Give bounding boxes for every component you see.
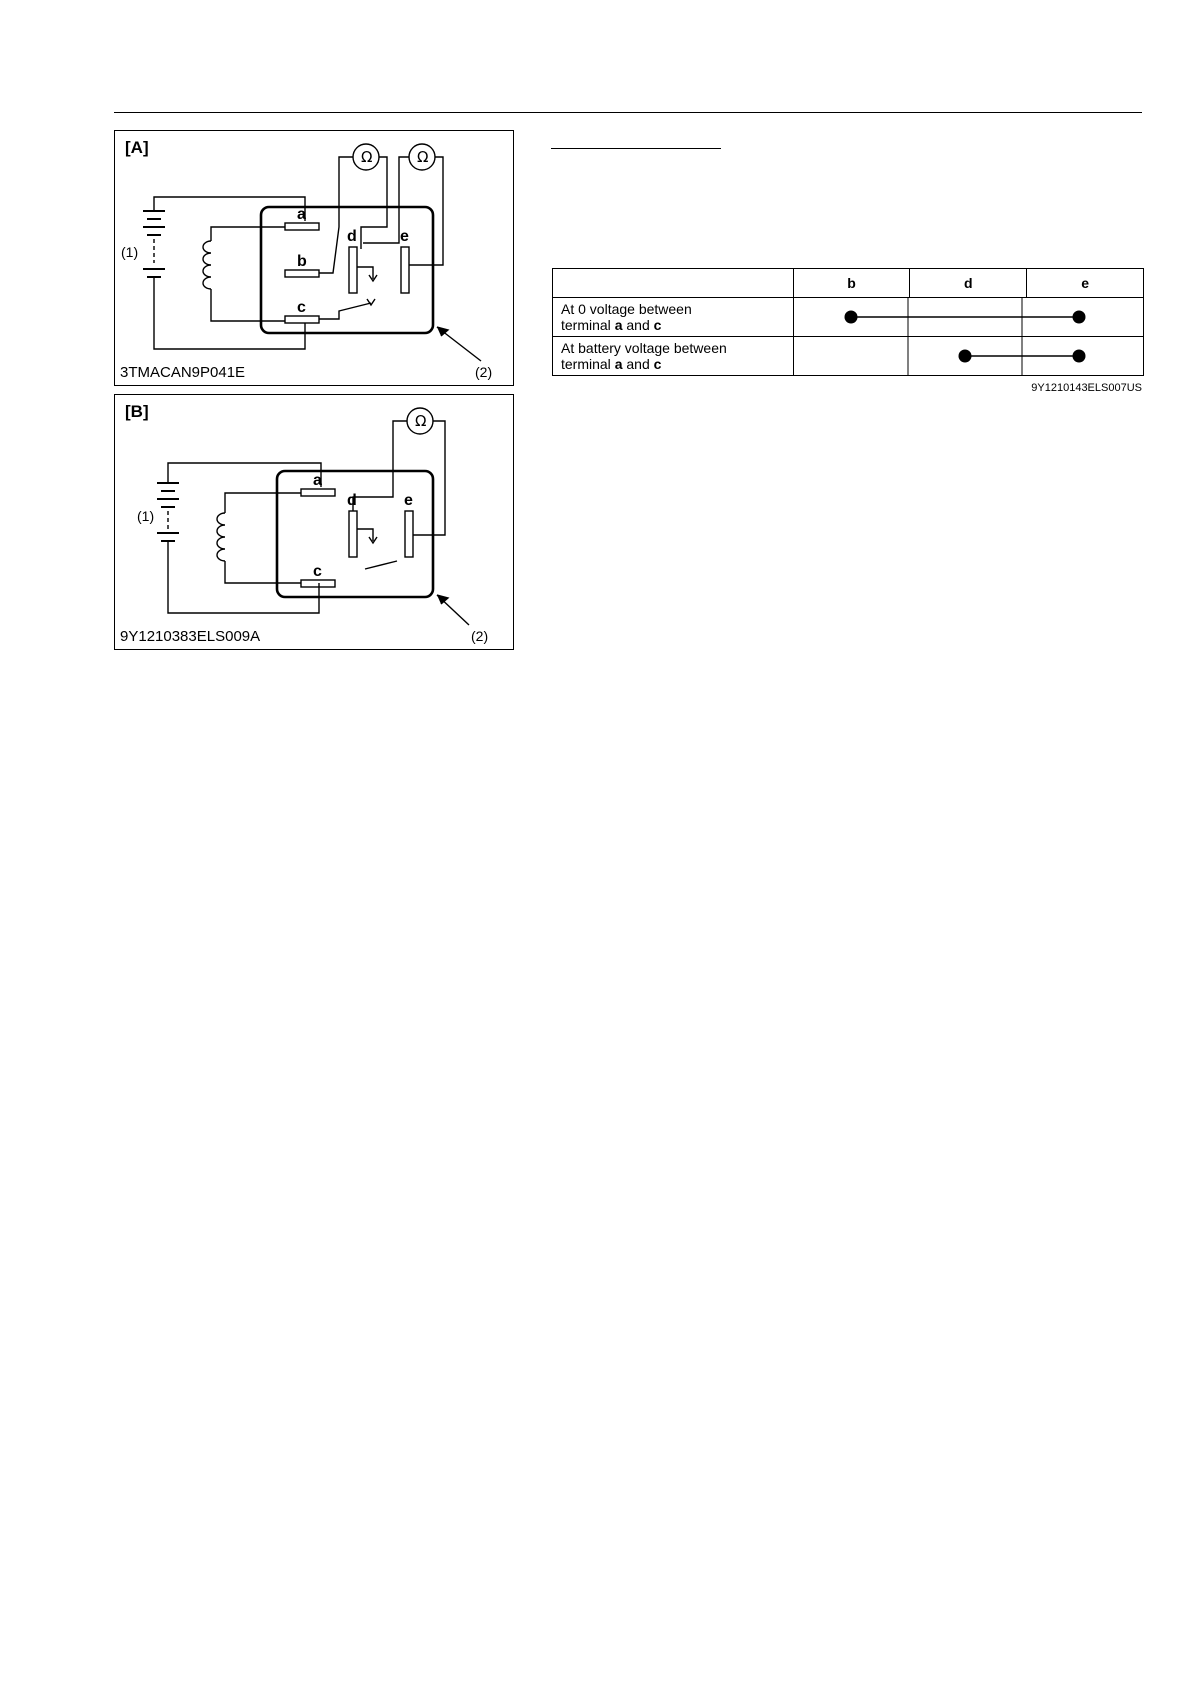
contact-dot-b <box>844 311 857 324</box>
battery-callout: (1) <box>137 508 155 524</box>
condition-cell <box>553 337 794 376</box>
header-d: d <box>910 269 1027 298</box>
condition-line2-prefix: terminal <box>561 317 615 333</box>
figure-b-code: 9Y1210383ELS009A <box>120 628 261 645</box>
terminal-term: a <box>614 317 623 333</box>
header-rule <box>114 112 1142 113</box>
table-header-row <box>553 269 1144 298</box>
condition-and: and <box>622 356 654 372</box>
terminal-term: c <box>653 317 662 333</box>
figure-a-label: [A] <box>125 138 149 157</box>
battery-callout: (1) <box>121 244 139 260</box>
header-b: b <box>793 269 910 298</box>
continuity-table <box>552 268 1144 376</box>
terminal-e-label: e <box>404 492 413 509</box>
contact-dot-e <box>1072 311 1085 324</box>
terminal-a-label: a <box>313 472 322 489</box>
ohm-meter-icon: Ω <box>415 412 427 430</box>
header-blank <box>553 269 794 298</box>
continuity-cell <box>793 337 1143 376</box>
relay-callout: (2) <box>475 364 493 380</box>
section-rule <box>551 148 721 149</box>
terminal-c-label: c <box>313 563 322 580</box>
terminal-b-label: b <box>297 253 307 270</box>
table-row <box>553 298 1144 337</box>
table-code: 9Y1210143ELS007US <box>1031 382 1142 394</box>
terminal-term: c <box>653 356 662 372</box>
condition-line2-prefix: terminal <box>561 356 615 372</box>
terminal-a-label: a <box>297 206 306 223</box>
terminal-e-label: e <box>400 228 409 245</box>
figure-b-circuit <box>115 395 513 649</box>
continuity-cell <box>793 298 1143 337</box>
table-row <box>553 337 1144 376</box>
condition-line1: At battery voltage between <box>561 340 727 356</box>
contact-dot-e <box>1072 350 1085 363</box>
header-e: e <box>1027 269 1144 298</box>
figure-a-circuit <box>115 131 513 385</box>
terminal-term: a <box>614 356 623 372</box>
figure-b-final <box>114 394 514 650</box>
figure-a-code: 3TMACAN9P041E <box>120 364 246 381</box>
continuity-line-b-e <box>794 298 1136 336</box>
condition-line1: At 0 voltage between <box>561 301 692 317</box>
ohm-meter-1-icon: Ω <box>361 148 373 166</box>
relay-callout: (2) <box>471 628 489 644</box>
contact-dot-d <box>958 350 971 363</box>
condition-cell <box>553 298 794 337</box>
figure-b-label: [B] <box>125 402 149 421</box>
ohm-meter-2-icon: Ω <box>417 148 429 166</box>
terminal-c-label: c <box>297 299 306 316</box>
terminal-d-label: d <box>347 492 357 509</box>
terminal-d-label: d <box>347 228 357 245</box>
figure-a-final <box>114 130 514 386</box>
condition-and: and <box>622 317 654 333</box>
continuity-line-d-e <box>794 337 1136 375</box>
